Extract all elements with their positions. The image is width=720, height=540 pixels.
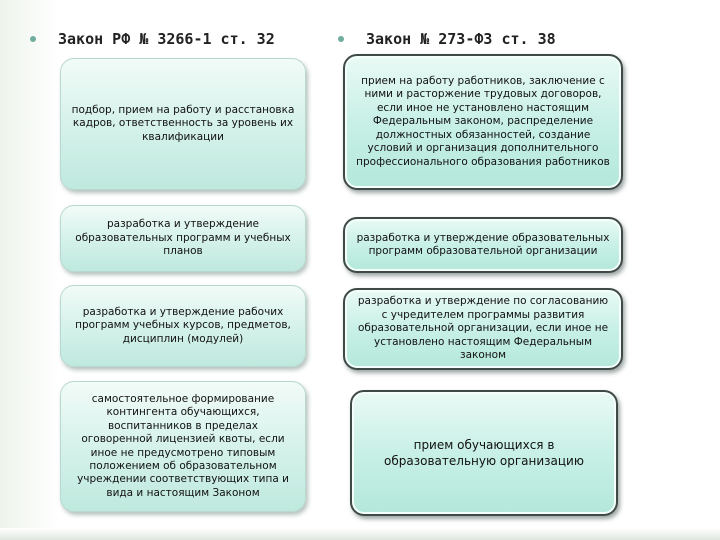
bullet-icon [338,36,344,42]
left-box-3-text: разработка и утверждение рабочих программ учебных курсов, предметов, дисциплин (модулей) [75,305,291,345]
bullet-icon [30,36,36,42]
right-box-4-text: прием обучающихся в образовательную организацию [384,437,584,468]
left-box-4 [60,381,306,512]
right-box-3 [343,288,623,370]
right-heading-text: Закон № 273-ФЗ ст. 38 [366,30,556,48]
right-box-1 [343,54,623,190]
right-column-heading [338,28,556,50]
left-box-2 [60,205,306,272]
left-box-4-text: самостоятельное формирование контингента обучающихся, воспитанников в пределах оговоренной лицензией квоты, если иное не предусмотрено типовым положением об образовательном учреждении соответствующих типа и вида и настоящим Законом [77,392,289,499]
background-left-gradient [0,0,60,540]
right-box-2-text: разработка и утверждение образовательных программ образовательной организации [356,231,610,257]
left-box-1 [60,58,306,190]
left-box-3 [60,285,306,367]
background-bottom-strip [0,528,720,540]
left-box-2-text: разработка и утверждение образовательных программ и учебных планов [75,218,291,258]
left-column-heading [30,28,275,50]
right-box-1-text: прием на работу работников, заключение с ними и расторжение трудовых договоров, если иное не установлено настоящим Федеральным законом, распределение должностных обязанностей, создание условий и организация дополнительного профессионального образования работников [356,74,610,168]
right-box-2 [343,217,623,273]
right-box-3-text: разработка и утверждение по согласованию с учредителем программы развития образовательной организации, если иное не установлено настоящим Федеральным законом [357,295,609,362]
left-heading-text: Закон РФ № 3266-1 ст. 32 [58,30,275,48]
right-box-4 [350,390,618,516]
left-box-1-text: подбор, прием на работу и расстановка кадров, ответственность за уровень их квалификации [71,103,295,143]
